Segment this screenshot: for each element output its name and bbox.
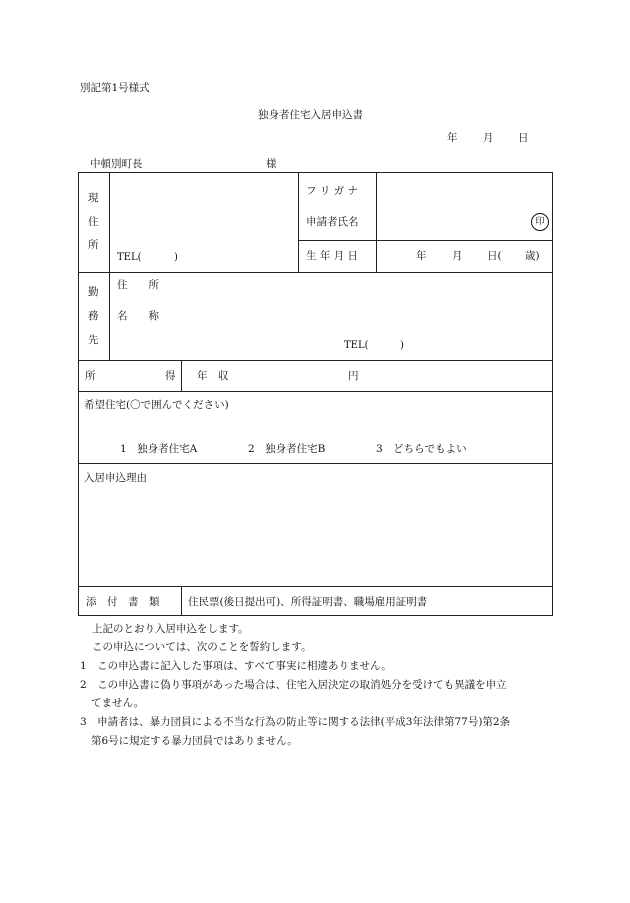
date-day-label: 日 — [518, 132, 529, 144]
form-title: 独身者住宅入居申込書 — [258, 109, 363, 121]
home-tel-close: ) — [174, 252, 178, 263]
workplace-label-2: 務 — [88, 310, 99, 322]
pledge-item-3-cont: 第6号に規定する暴力団員ではありません。 — [91, 735, 298, 747]
col-divider — [109, 172, 110, 272]
workplace-label-3: 先 — [88, 334, 99, 346]
col-divider — [109, 272, 110, 360]
date-month-label: 月 — [483, 132, 494, 144]
desired-housing-label: 希望住宅(〇で囲んでください) — [84, 399, 229, 411]
housing-option-2: 2 独身者住宅B — [248, 443, 326, 455]
work-tel-label: TEL( — [344, 340, 369, 351]
declaration-line-1: 上記のとおり入居申込をします。 — [92, 623, 249, 635]
pledge-item-3: 3 申請者は、暴力団員による不当な行為の防止等に関する法律(平成3年法律第77号)第2条 — [80, 716, 511, 728]
pledge-item-2: 2 この申込書に偽り事項があった場合は、住宅入居決定の取消処分を受けても異議を申立 — [80, 679, 507, 691]
current-address-label-1: 現 — [88, 192, 99, 204]
addressee-suffix: 様 — [266, 158, 277, 170]
annual-income-label: 年 収 — [197, 370, 229, 382]
addressee: 中頓別町長 — [90, 158, 143, 170]
row-divider — [78, 586, 553, 587]
pledge-item-2-cont: てません。 — [91, 697, 145, 709]
workplace-label-1: 勤 — [88, 286, 99, 298]
birth-month-label: 月 — [452, 250, 463, 262]
applicant-name-label: 申請者氏名 — [306, 216, 359, 228]
col-divider — [181, 586, 182, 616]
row-divider — [78, 463, 553, 464]
seal-mark: 印 — [531, 213, 549, 231]
housing-option-1: 1 独身者住宅A — [120, 443, 198, 455]
col-divider — [376, 172, 377, 272]
table-border-left — [78, 172, 79, 616]
birth-date-label: 生 年 月 日 — [306, 250, 359, 262]
work-address-label: 住 所 — [117, 279, 159, 291]
furigana-label: フ リ ガ ナ — [306, 185, 359, 197]
row-divider — [78, 391, 553, 392]
row-divider — [78, 360, 553, 361]
row-divider — [298, 240, 553, 241]
housing-option-3: 3 どちらでもよい — [376, 443, 467, 455]
income-label-right: 得 — [165, 370, 176, 382]
work-tel-close: ) — [400, 340, 404, 351]
work-name-label: 名 称 — [117, 310, 159, 322]
income-unit: 円 — [348, 370, 359, 382]
birth-year-label: 年 — [416, 250, 427, 262]
form-number: 別記第1号様式 — [80, 82, 150, 94]
col-divider — [298, 172, 299, 272]
date-year-label: 年 — [447, 132, 458, 144]
current-address-label-2: 住 — [88, 216, 99, 228]
birth-day-label: 日( — [487, 250, 502, 262]
table-border-right — [552, 172, 553, 616]
col-divider — [181, 360, 182, 391]
declaration-line-2: この申込については、次のことを誓約します。 — [92, 641, 312, 653]
home-tel-label: TEL( — [117, 252, 142, 263]
row-divider — [78, 272, 553, 273]
pledge-item-1: 1 この申込書に記入した事項は、すべて事実に相違ありません。 — [80, 660, 392, 672]
table-border-bottom — [78, 615, 553, 616]
attachments-value: 住民票(後日提出可)、所得証明書、職場雇用証明書 — [188, 596, 428, 608]
table-border-top — [78, 172, 553, 173]
income-label-left: 所 — [85, 370, 96, 382]
current-address-label-3: 所 — [88, 239, 99, 251]
application-reason-label: 入居申込理由 — [84, 472, 147, 484]
age-label: 歳) — [525, 250, 540, 262]
attachments-label: 添 付 書 類 — [86, 596, 160, 608]
